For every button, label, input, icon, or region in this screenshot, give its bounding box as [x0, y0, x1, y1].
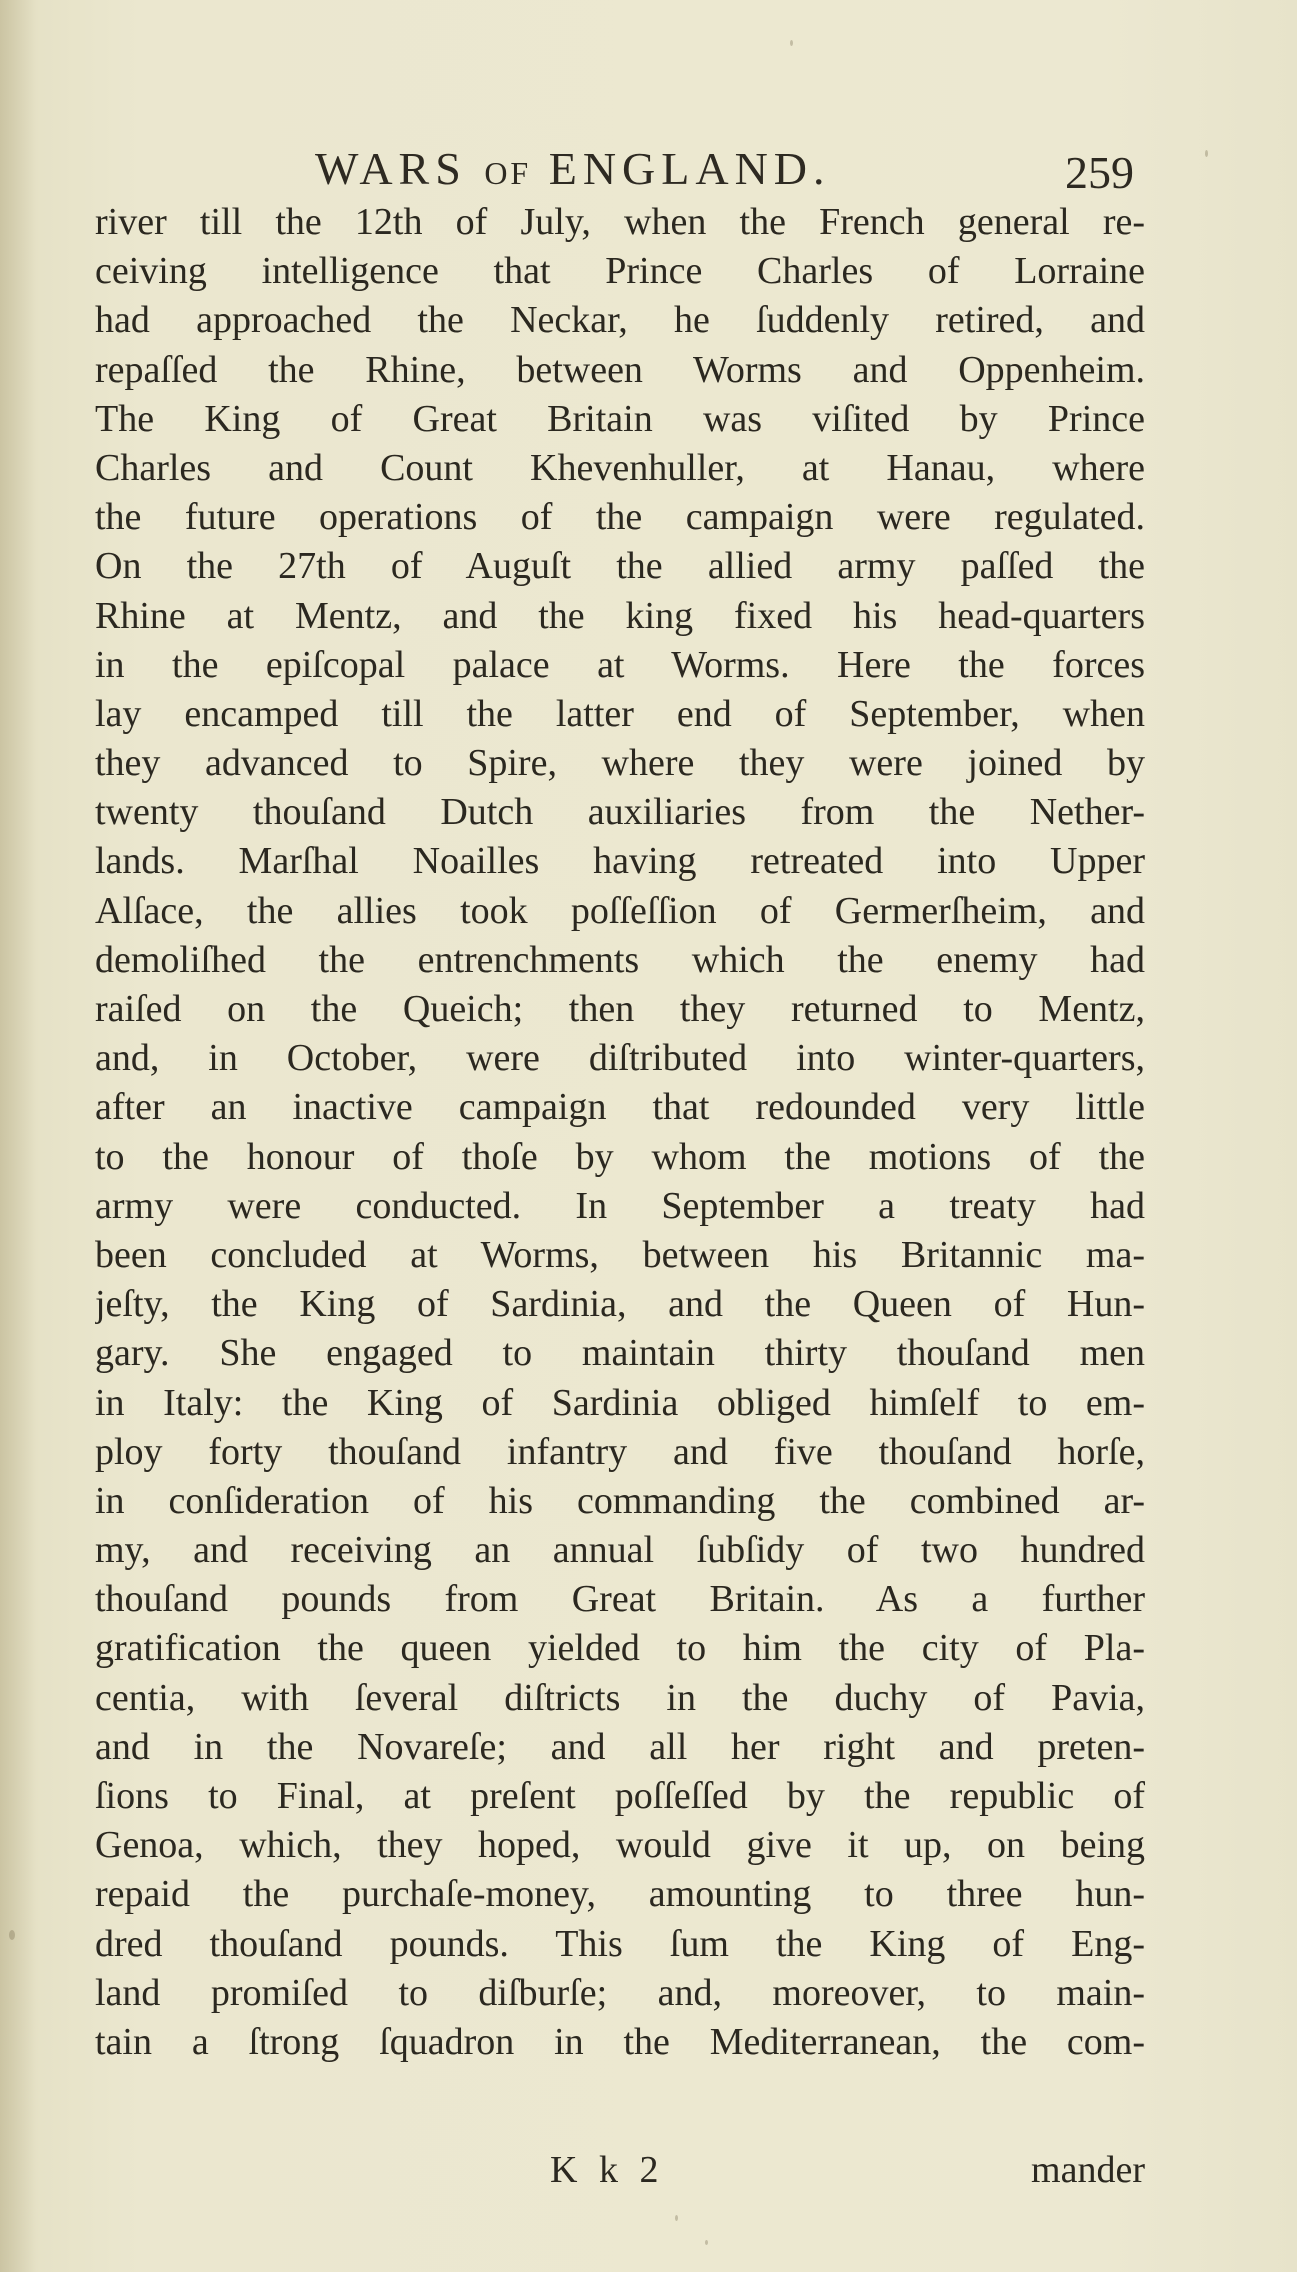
- paper-speck: [1205, 150, 1208, 157]
- title-part-england: ENGLAND.: [548, 143, 831, 194]
- signature-mark: K k 2: [550, 2149, 665, 2191]
- text-line: land promiſed to diſburſe; and, moreover, to main-: [95, 1971, 1145, 2014]
- text-line: army were conducted. In September a treaty had: [95, 1184, 1145, 1227]
- body-text: [95, 198, 1145, 2067]
- text-line: thouſand pounds from Great Britain. As a further: [95, 1578, 1145, 1621]
- text-line: gary. She engaged to maintain thirty thouſand men: [95, 1332, 1145, 1375]
- text-line: lay encamped till the latter end of September, when: [95, 692, 1145, 735]
- text-line: jeſty, the King of Sardinia, and the Queen of Hun-: [95, 1283, 1145, 1326]
- text-line: my, and receiving an annual ſubſidy of two hundred: [95, 1529, 1145, 1572]
- text-line: and, in October, were diſtributed into winter-quarters,: [95, 1037, 1145, 1080]
- text-line: Genoa, which, they hoped, would give it up, on being: [95, 1824, 1145, 1867]
- text-line: repaid the purchaſe-money, amounting to three hun-: [95, 1873, 1145, 1916]
- text-line: they advanced to Spire, where they were joined by: [95, 742, 1145, 785]
- text-line: dred thouſand pounds. This ſum the King of Eng-: [95, 1922, 1145, 1965]
- page-footer: [95, 2148, 1145, 2198]
- running-head: [95, 140, 1195, 200]
- paper-speck: [9, 1930, 15, 1940]
- text-line: the future operations of the campaign were regulated.: [95, 496, 1145, 539]
- text-line: ſions to Final, at preſent poſſeſſed by the republic of: [95, 1775, 1145, 1817]
- text-line: lands. Marſhal Noailles having retreated into Upper: [95, 840, 1145, 883]
- text-line: in the epiſcopal palace at Worms. Here the forces: [95, 643, 1145, 686]
- text-line: had approached the Neckar, he ſuddenly retired, and: [95, 299, 1145, 342]
- page-fold-shadow: [0, 0, 36, 2272]
- paper-speck: [790, 40, 793, 46]
- text-line: tain a ſtrong ſquadron in the Mediterranean, the com-: [95, 2020, 1145, 2063]
- text-line: raiſed on the Queich; then they returned to Mentz,: [95, 988, 1145, 1030]
- text-line: been concluded at Worms, between his Britannic ma-: [95, 1233, 1145, 1276]
- title-part-of: OF: [484, 155, 532, 191]
- text-line: Rhine at Mentz, and the king fixed his head-quarters: [95, 594, 1145, 637]
- text-line: demoliſhed the entrenchments which the enemy had: [95, 938, 1145, 981]
- text-line: ploy forty thouſand infantry and five thouſand horſe,: [95, 1430, 1145, 1473]
- text-line: centia, with ſeveral diſtricts in the duchy of Pavia,: [95, 1676, 1145, 1719]
- paper-speck: [705, 2240, 708, 2245]
- title-part-wars: WARS: [315, 143, 467, 194]
- text-line: in conſideration of his commanding the combined ar-: [95, 1479, 1145, 1522]
- text-line: after an inactive campaign that redounded very little: [95, 1086, 1145, 1129]
- paper-speck: [675, 2215, 678, 2221]
- text-line: and in the Novareſe; and all her right and preten-: [95, 1725, 1145, 1768]
- catchword: mander: [1031, 2149, 1145, 2191]
- text-line: On the 27th of Auguſt the allied army paſſed the: [95, 545, 1145, 588]
- page-number: 259: [1065, 147, 1134, 198]
- text-line: Alſace, the allies took poſſeſſion of Germerſheim, and: [95, 889, 1145, 932]
- text-line: twenty thouſand Dutch auxiliaries from the Nether-: [95, 791, 1145, 834]
- text-line: river till the 12th of July, when the French general re-: [95, 201, 1145, 243]
- text-line: repaſſed the Rhine, between Worms and Oppenheim.: [95, 348, 1145, 391]
- text-line: Charles and Count Khevenhuller, at Hanau, where: [95, 446, 1145, 489]
- text-line: to the honour of thoſe by whom the motions of the: [95, 1135, 1145, 1178]
- running-title: [315, 142, 831, 195]
- text-line: gratification the queen yielded to him the city of Pla-: [95, 1627, 1145, 1670]
- text-line: The King of Great Britain was viſited by Prince: [95, 397, 1145, 440]
- text-line: in Italy: the King of Sardinia obliged himſelf to em-: [95, 1381, 1145, 1424]
- text-line: ceiving intelligence that Prince Charles of Lorraine: [95, 250, 1145, 293]
